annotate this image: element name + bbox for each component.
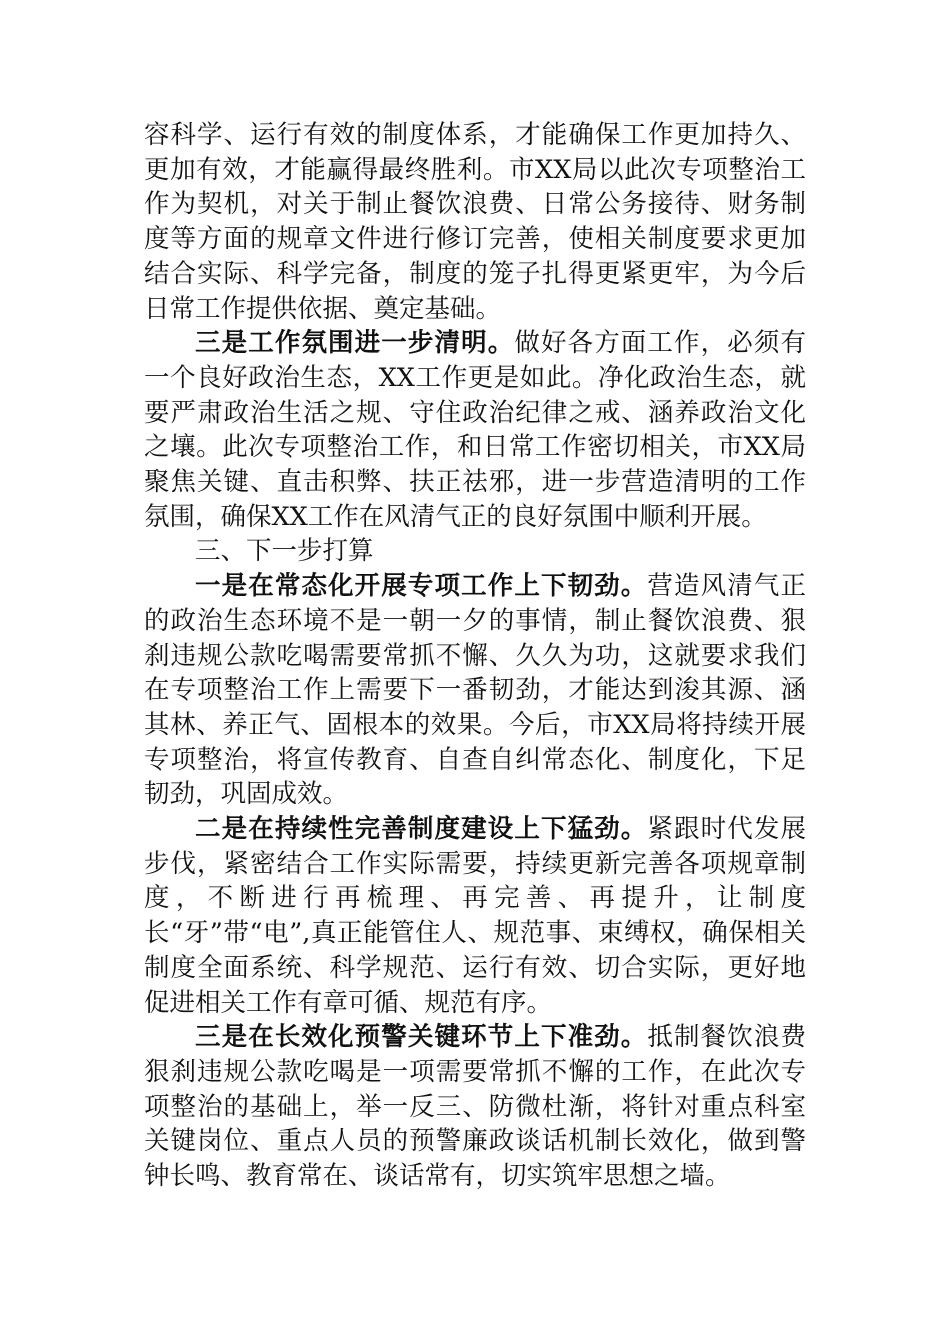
paragraph-work-atmosphere <box>144 326 806 534</box>
paragraph-text: 紧跟时代发展步伐，紧密结合工作实际需要，持续更新完善各项规章制度，不断进行再梳理、再完善、再提升，让制度长“牙”带“电”,真正能管住人、规范事、束缚权，确保相关制度全面系统、科学规范、运行有效、切合实际，更好地促进相关工作有章可循、规范有序。 <box>144 814 806 1018</box>
paragraph-early-warning <box>144 1020 806 1194</box>
section-heading-text: 三、下一步打算 <box>195 536 374 567</box>
paragraph-system-building <box>144 812 806 1020</box>
paragraph-text: 容科学、运行有效的制度体系，才能确保工作更加持久、更加有效，才能赢得最终胜利。市XX局以此次专项整治工作为契机，对关于制止餐饮浪费、日常公务接待、财务制度等方面的规章文件进行修订完善，使相关制度要求更加结合实际、科学完备，制度的笼子扎得更紧更牢，为今后日常工作提供依据、奠定基础。 <box>144 120 806 324</box>
document-body <box>144 118 806 1194</box>
paragraph-text: 做好各方面工作，必须有一个良好政治生态，XX工作更是如此。净化政治生态，就要严肃政治生活之规、守住政治纪律之戒、涵养政治文化之壤。此次专项整治工作，和日常工作密切相关，市XX局聚焦关键、直击积弊、扶正祛邪，进一步营造清明的工作氛围，确保XX工作在风清气正的良好氛围中顺利开展。 <box>144 328 806 532</box>
paragraph-lead-heading: 三是工作氛围进一步清明。 <box>195 328 515 359</box>
paragraph-lead-heading: 二是在持续性完善制度建设上下猛劲。 <box>195 814 648 845</box>
paragraph-text: 营造风清气正的政治生态环境不是一朝一夕的事情，制止餐饮浪费、狠刹违规公款吃喝需要常抓不懈、久久为功，这就要求我们在专项整治工作上需要下一番韧劲，才能达到浚其源、涵其林、养正气、固根本的效果。今后，市XX局将持续开展专项整治，将宣传教育、自查自纠常态化、制度化，下足韧劲，巩固成效。 <box>144 571 806 810</box>
section-heading-next-steps <box>144 534 806 569</box>
paragraph-lead-heading: 三是在长效化预警关键环节上下准劲。 <box>195 1022 648 1053</box>
paragraph-normalized-work <box>144 569 806 812</box>
paragraph-lead-heading: 一是在常态化开展专项工作上下韧劲。 <box>195 571 648 602</box>
paragraph-institution-system <box>144 118 806 326</box>
paragraph-text: 抵制餐饮浪费狠刹违规公款吃喝是一项需要常抓不懈的工作，在此次专项整治的基础上，举一反三、防微杜渐，将针对重点科室关键岗位、重点人员的预警廉政谈话机制长效化，做到警钟长鸣、教育常在、谈话常有，切实筑牢思想之墙。 <box>144 1022 806 1192</box>
